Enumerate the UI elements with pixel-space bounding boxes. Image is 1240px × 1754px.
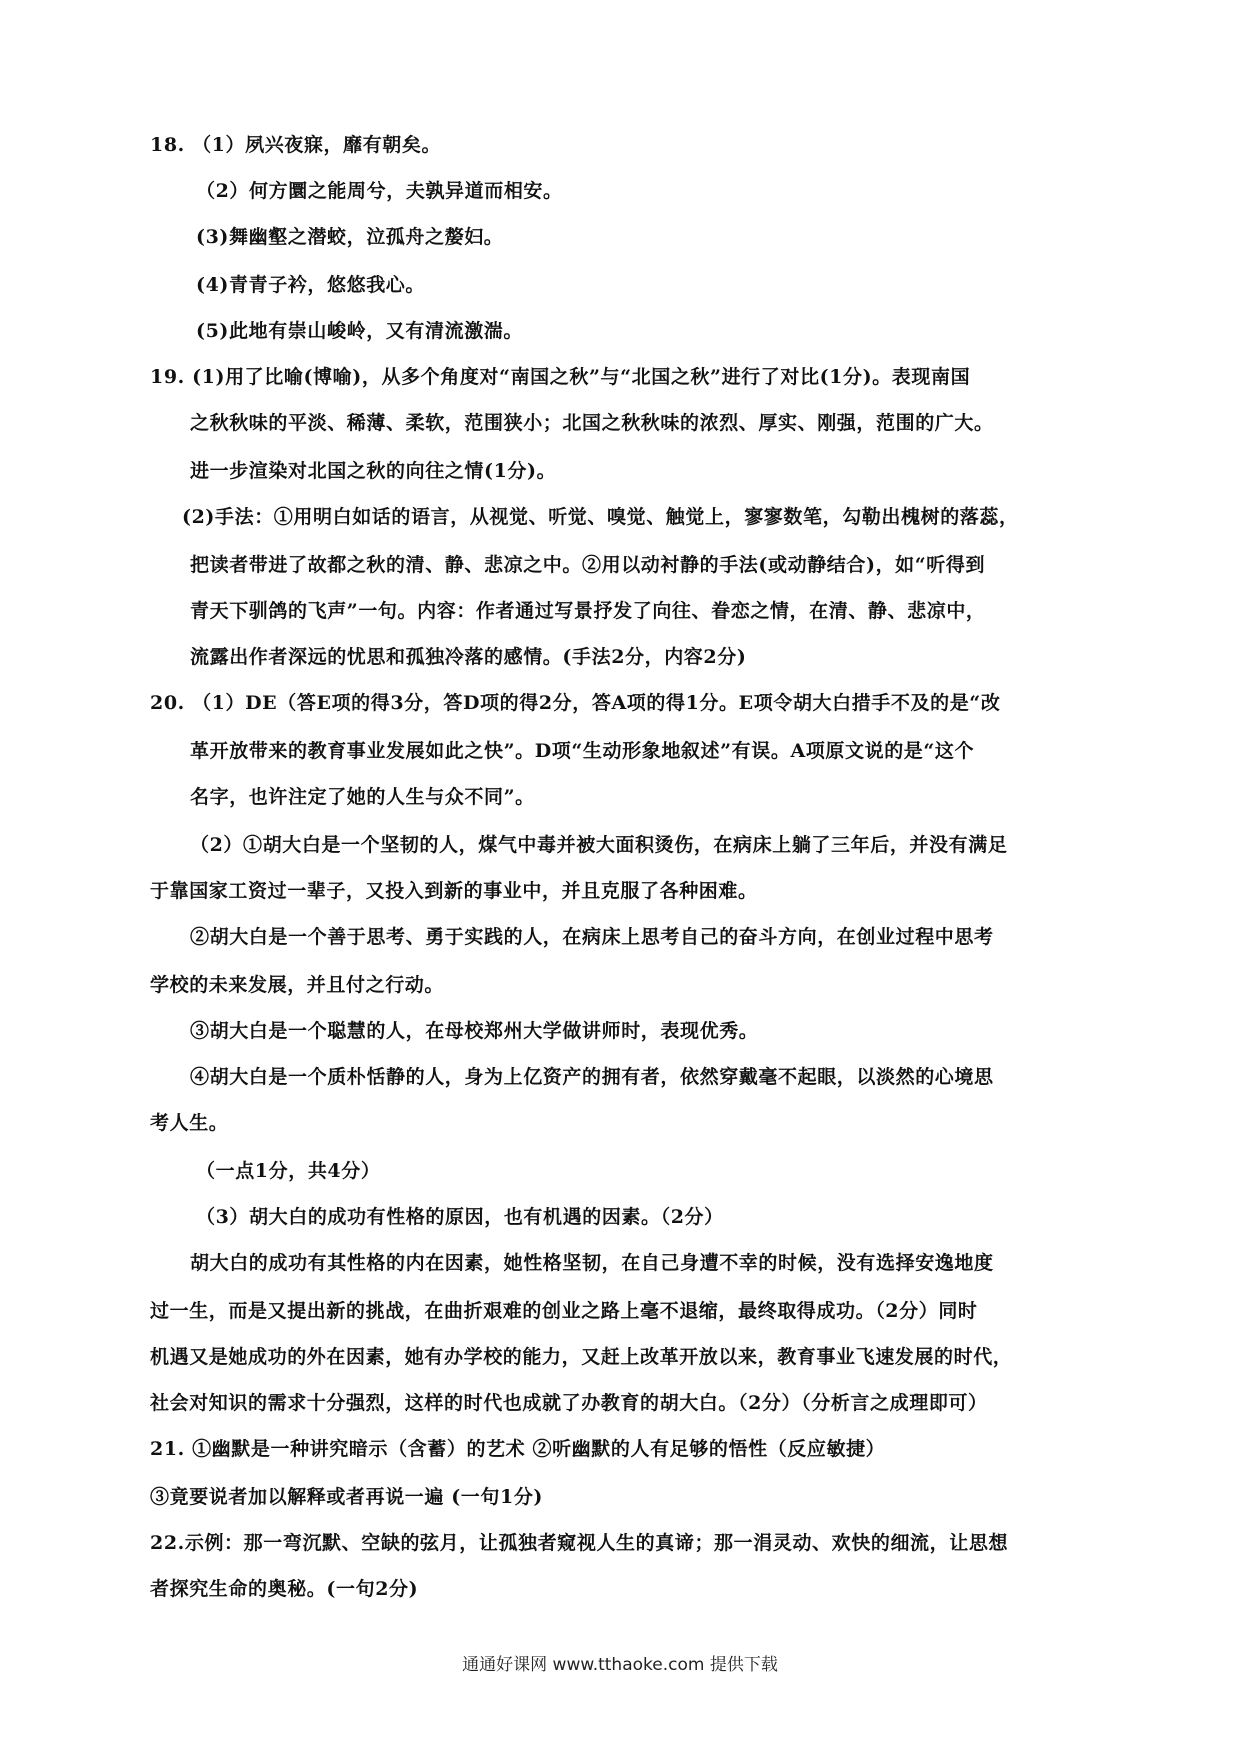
- q19-line-2: 之秋秋味的平淡、稀薄、柔软，范围狭小；北国之秋秋味的浓烈、厚实、刚强，范围的广大。: [190, 412, 994, 434]
- q20-line-10: 考人生。: [150, 1112, 229, 1134]
- q19-line-4: (2)手法：①用明白如话的语言，从视觉、听觉、嗅觉、触觉上，寥寥数笔，勾勒出槐树的落蕊，: [182, 506, 1019, 528]
- q19-line-3: 进一步渲染对北国之秋的向往之情(1分)。: [190, 460, 557, 482]
- q20-line-3: 名字，也许注定了她的人生与众不同”。: [190, 786, 535, 808]
- q20-line-12: （3）胡大白的成功有性格的原因，也有机遇的因素。（2分）: [196, 1206, 724, 1228]
- q20-line-5: 于靠国家工资过一辈子，又投入到新的事业中，并且克服了各种困难。: [150, 880, 758, 902]
- q20-line-16: 社会对知识的需求十分强烈，这样的时代也成就了办教育的胡大白。（2分）（分析言之成理即可）: [150, 1392, 988, 1414]
- q19-line-1: 19. (1)用了比喻(博喻)，从多个角度对“南国之秋”与“北国之秋”进行了对比(1分)。表现南国: [150, 366, 971, 388]
- download-footer: 通通好课网 www.tthaoke.com 提供下载: [462, 1655, 778, 1675]
- q19-line-6: 青天下驯鸽的飞声”一句。内容：作者通过写景抒发了向往、眷恋之情，在清、静、悲凉中，: [190, 600, 986, 622]
- q20-line-1: 20. （1）DE（答E项的得3分，答D项的得2分，答A项的得1分。E项令胡大白措手不及的是“改: [150, 692, 1001, 714]
- q22-line-2: 者探究生命的奥秘。(一句2分): [150, 1578, 419, 1600]
- q21-line-1: 21. ①幽默是一种讲究暗示（含蓄）的艺术 ②听幽默的人有足够的悟性（反应敏捷）: [150, 1438, 886, 1460]
- q18-line-5: (5)此地有崇山峻岭，又有清流激湍。: [196, 320, 524, 342]
- q20-line-6: ②胡大白是一个善于思考、勇于实践的人，在病床上思考自己的奋斗方向，在创业过程中思考: [190, 926, 994, 948]
- q20-line-11: （一点1分，共4分）: [196, 1160, 381, 1182]
- q19-line-5: 把读者带进了故都之秋的清、静、悲凉之中。②用以动衬静的手法(或动静结合)，如“听得到: [190, 554, 986, 576]
- q18-line-4: (4)青青子衿，悠悠我心。: [196, 274, 426, 296]
- q18-line-3: (3)舞幽壑之潜蛟，泣孤舟之嫠妇。: [196, 226, 504, 248]
- q18-line-1: 18. （1）夙兴夜寐，靡有朝矣。: [150, 134, 442, 156]
- q19-line-7: 流露出作者深远的忧思和孤独冷落的感情。(手法2分，内容2分): [190, 646, 747, 668]
- q20-line-7: 学校的未来发展，并且付之行动。: [150, 974, 445, 996]
- q20-line-4: （2）①胡大白是一个坚韧的人，煤气中毒并被大面积烫伤，在病床上躺了三年后，并没有满足: [190, 834, 1008, 856]
- q22-line-1: 22.示例：那一弯沉默、空缺的弦月，让孤独者窥视人生的真谛；那一涓灵动、欢快的细流，让思想: [150, 1532, 1009, 1554]
- q18-line-2: （2）何方圜之能周兮，夫孰异道而相安。: [196, 180, 563, 202]
- q20-line-2: 革开放带来的教育事业发展如此之快”。D项“生动形象地叙述”有误。A项原文说的是“这个: [190, 740, 975, 762]
- q20-line-14: 过一生，而是又提出新的挑战，在曲折艰难的创业之路上毫不退缩，最终取得成功。（2分）同时: [150, 1300, 978, 1322]
- q20-line-13: 胡大白的成功有其性格的内在因素，她性格坚韧，在自己身遭不幸的时候，没有选择安逸地度: [190, 1252, 994, 1274]
- q20-line-8: ③胡大白是一个聪慧的人，在母校郑州大学做讲师时，表现优秀。: [190, 1020, 759, 1042]
- q20-line-15: 机遇又是她成功的外在因素，她有办学校的能力，又赶上改革开放以来，教育事业飞速发展的时代，: [150, 1346, 1013, 1368]
- q21-line-2: ③竟要说者加以解释或者再说一遍 (一句1分): [150, 1486, 544, 1508]
- q20-line-9: ④胡大白是一个质朴恬静的人，身为上亿资产的拥有者，依然穿戴毫不起眼，以淡然的心境思: [190, 1066, 994, 1088]
